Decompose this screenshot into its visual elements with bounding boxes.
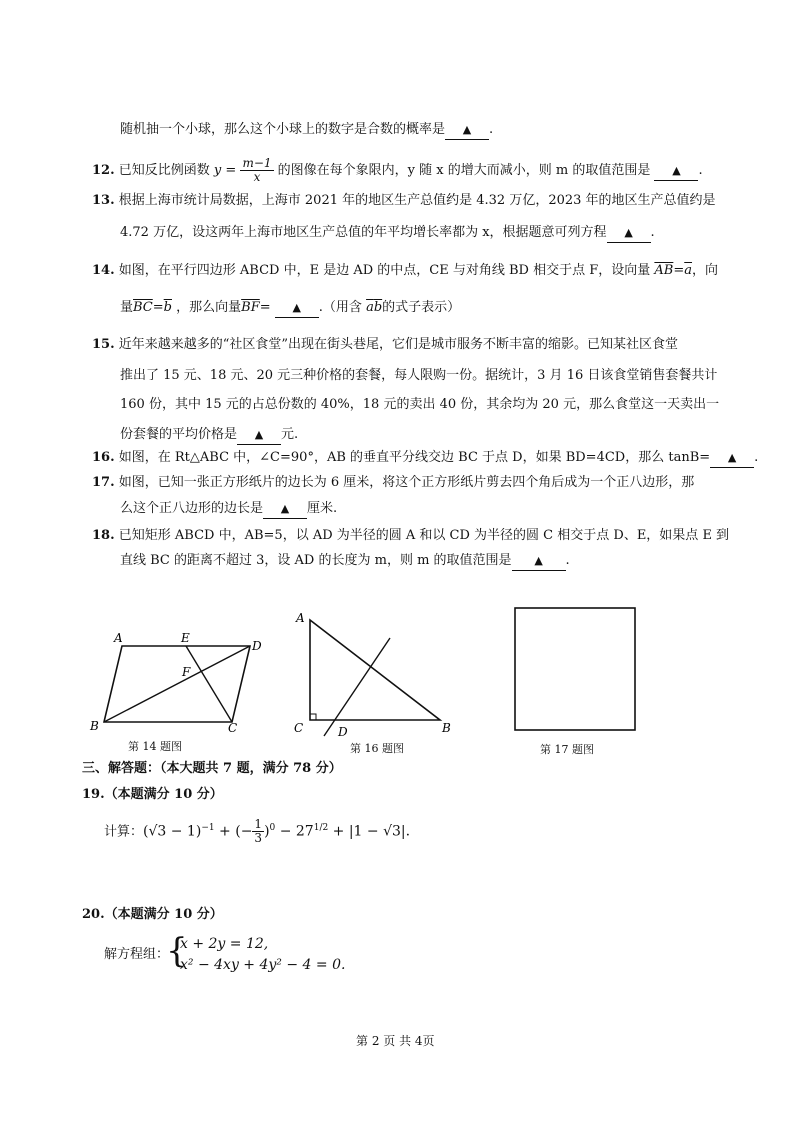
q20-label: 解方程组：	[104, 947, 170, 962]
q16-blank: ▲	[710, 449, 754, 468]
square-paper	[515, 608, 635, 730]
q19-header: 19.（本题满分 10 分）	[82, 787, 223, 802]
q12-fraction: $\frac{m-1}{x}$	[242, 156, 272, 184]
fig16-label-b: B	[442, 721, 451, 735]
q20-eq2: x² − 4xy + 4y² − 4 = 0.	[180, 957, 346, 973]
q13-number: 13.	[92, 193, 115, 208]
q15-blank: ▲	[237, 426, 281, 445]
figure-17-square	[510, 604, 638, 734]
q16-number: 16.	[92, 450, 115, 465]
q15-line1: 15. 近年来越来越多的“社区食堂”出现在街头巷尾，它们是城市服务不断丰富的缩影。已知某社区食堂	[92, 337, 679, 352]
vector-bf: $\overline{BF}$	[241, 300, 260, 315]
q18-number: 18.	[92, 528, 115, 543]
q16: 16. 如图，在 Rt△ABC 中，∠C=90°，AB 的垂直平分线交边 BC 于点 D，如果 BD=4CD，那么 tanB= ▲ .	[92, 449, 758, 468]
q13-text-2: 4.72 万亿，设这两年上海市地区生产总值的年平均增长率都为 x，根据题意可列方程	[120, 225, 607, 240]
q13-text-1: 根据上海市统计局数据，上海市 2021 年的地区生产总值约是 4.32 万亿，2023 年的地区生产总值约是	[118, 193, 716, 208]
q17-line1: 17. 如图，已知一张正方形纸片的边长为 6 厘米，将这个正方形纸片剪去四个角后成为一个正八边形，那	[92, 475, 695, 490]
triangle-abc	[310, 620, 440, 720]
q15-number: 15.	[92, 337, 115, 352]
q18-line1: 18. 已知矩形 ABCD 中，AB=5，以 AD 为半径的圆 A 和以 CD 为半径的圆 C 相交于点 D、E，如果点 E 到	[92, 528, 730, 543]
fig14-label-b: B	[90, 719, 99, 733]
fig16-label-a: A	[296, 611, 305, 625]
q11-end: .	[489, 122, 494, 137]
q12: 12. 已知反比例函数 y = $\frac{m-1}{x}$ 的图像在每个象限内，y 随 x 的增大而减小，则 m 的取值范围是 ▲ .	[92, 156, 703, 184]
q13-line2: 4.72 万亿，设这两年上海市地区生产总值的年平均增长率都为 x，根据题意可列方程 ▲ .	[120, 224, 655, 243]
fig14-label-a: A	[114, 631, 123, 645]
q20-brace: {	[166, 931, 188, 971]
q19-expression: 计算：$(√3 - 1)^{-1}$ + (− $\frac{1}{3}$ )$^0 - 27^{1/2} + |1 - √3|$.	[104, 817, 411, 845]
q15-line4: 份套餐的平均价格是 ▲ 元.	[120, 426, 298, 445]
fig14-label-c: C	[228, 721, 238, 735]
q11-blank: ▲	[445, 121, 489, 140]
fig14-label-e: E	[181, 631, 190, 645]
right-angle-mark	[310, 714, 316, 720]
q20-header: 20.（本题满分 10 分）	[82, 907, 223, 922]
q19-fraction: $\frac{1}{3}$	[254, 817, 263, 845]
q18-blank: ▲	[512, 552, 566, 571]
q13-line1	[92, 192, 716, 210]
q15-line3: 160 份，其中 15 元的占总份数的 40%，18 元的卖出 40 份，其余均为 20 元，那么食堂这一天卖出一	[120, 397, 720, 412]
vector-ab: $\overline{AB}$	[654, 263, 674, 278]
q11-text: 随机抽一个小球，那么这个小球上的数字是合数的概率是	[120, 122, 446, 137]
vector-a: $\overline{a}$	[684, 263, 693, 278]
q12-post: 的图像在每个象限内，y 随 x 的增大而减小，则 m 的取值范围是	[277, 163, 651, 178]
q14-line1: 14. 如图，在平行四边形 ABCD 中，E 是边 AD 的中点，CE 与对角线 BD 相交于点 F，设向量 $\overline{AB}=\overline{a}$，向	[92, 263, 719, 278]
q15-line2: 推出了 15 元、18 元、20 元三种价格的套餐，每人限购一份。据统计，3 月 16 日该食堂销售套餐共计	[120, 368, 718, 383]
q17-blank: ▲	[263, 500, 307, 519]
q14-text-1: 如图，在平行四边形 ABCD 中，E 是边 AD 的中点，CE 与对角线 BD 相交于点 F，设向量	[118, 263, 651, 278]
figure-14-parallelogram	[86, 628, 276, 738]
figure-16-right-triangle	[290, 608, 460, 742]
perpendicular-bisector	[324, 638, 390, 736]
fig14-label-f: F	[182, 665, 191, 679]
q12-lhs: y =	[213, 163, 237, 178]
vector-bc: $\overline{BC}$	[133, 300, 153, 315]
page-footer: 第 2 页 共 4页	[356, 1034, 435, 1048]
diagonal-bd	[104, 646, 250, 722]
q14-blank: ▲	[275, 299, 319, 318]
fig14-label-d: D	[252, 639, 262, 653]
q14-line2: 量$\overline{BC}=\overline{b}$ ，那么向量$\overline{BF}=$ ▲ .（用含 $\overline{a}\overline{b}$的式子表示）	[120, 299, 460, 318]
section-3-title: 三、解答题：（本大题共 7 题，满分 78 分）	[82, 761, 342, 776]
figure-16-caption: 第 16 题图	[350, 742, 404, 755]
segment-ce	[186, 646, 232, 722]
vector-b: $\overline{b}$	[163, 300, 172, 315]
figure-14-caption: 第 14 题图	[128, 740, 182, 753]
q11-tail	[120, 121, 493, 140]
fig16-label-d: D	[338, 725, 348, 739]
q20-eq1: x + 2y = 12,	[180, 936, 269, 952]
q17-line2: 么这个正八边形的边长是 ▲ 厘米.	[120, 500, 337, 519]
figure-17-caption: 第 17 题图	[540, 743, 594, 756]
q17-number: 17.	[92, 475, 115, 490]
q12-pre: 已知反比例函数	[118, 163, 210, 178]
q18-line2: 直线 BC 的距离不超过 3，设 AD 的长度为 m，则 m 的取值范围是 ▲ .	[120, 552, 570, 571]
fig16-label-c: C	[294, 721, 304, 735]
q14-number: 14.	[92, 263, 115, 278]
q13-blank: ▲	[607, 224, 651, 243]
q12-number: 12.	[92, 163, 115, 178]
q12-blank: ▲	[654, 162, 698, 181]
